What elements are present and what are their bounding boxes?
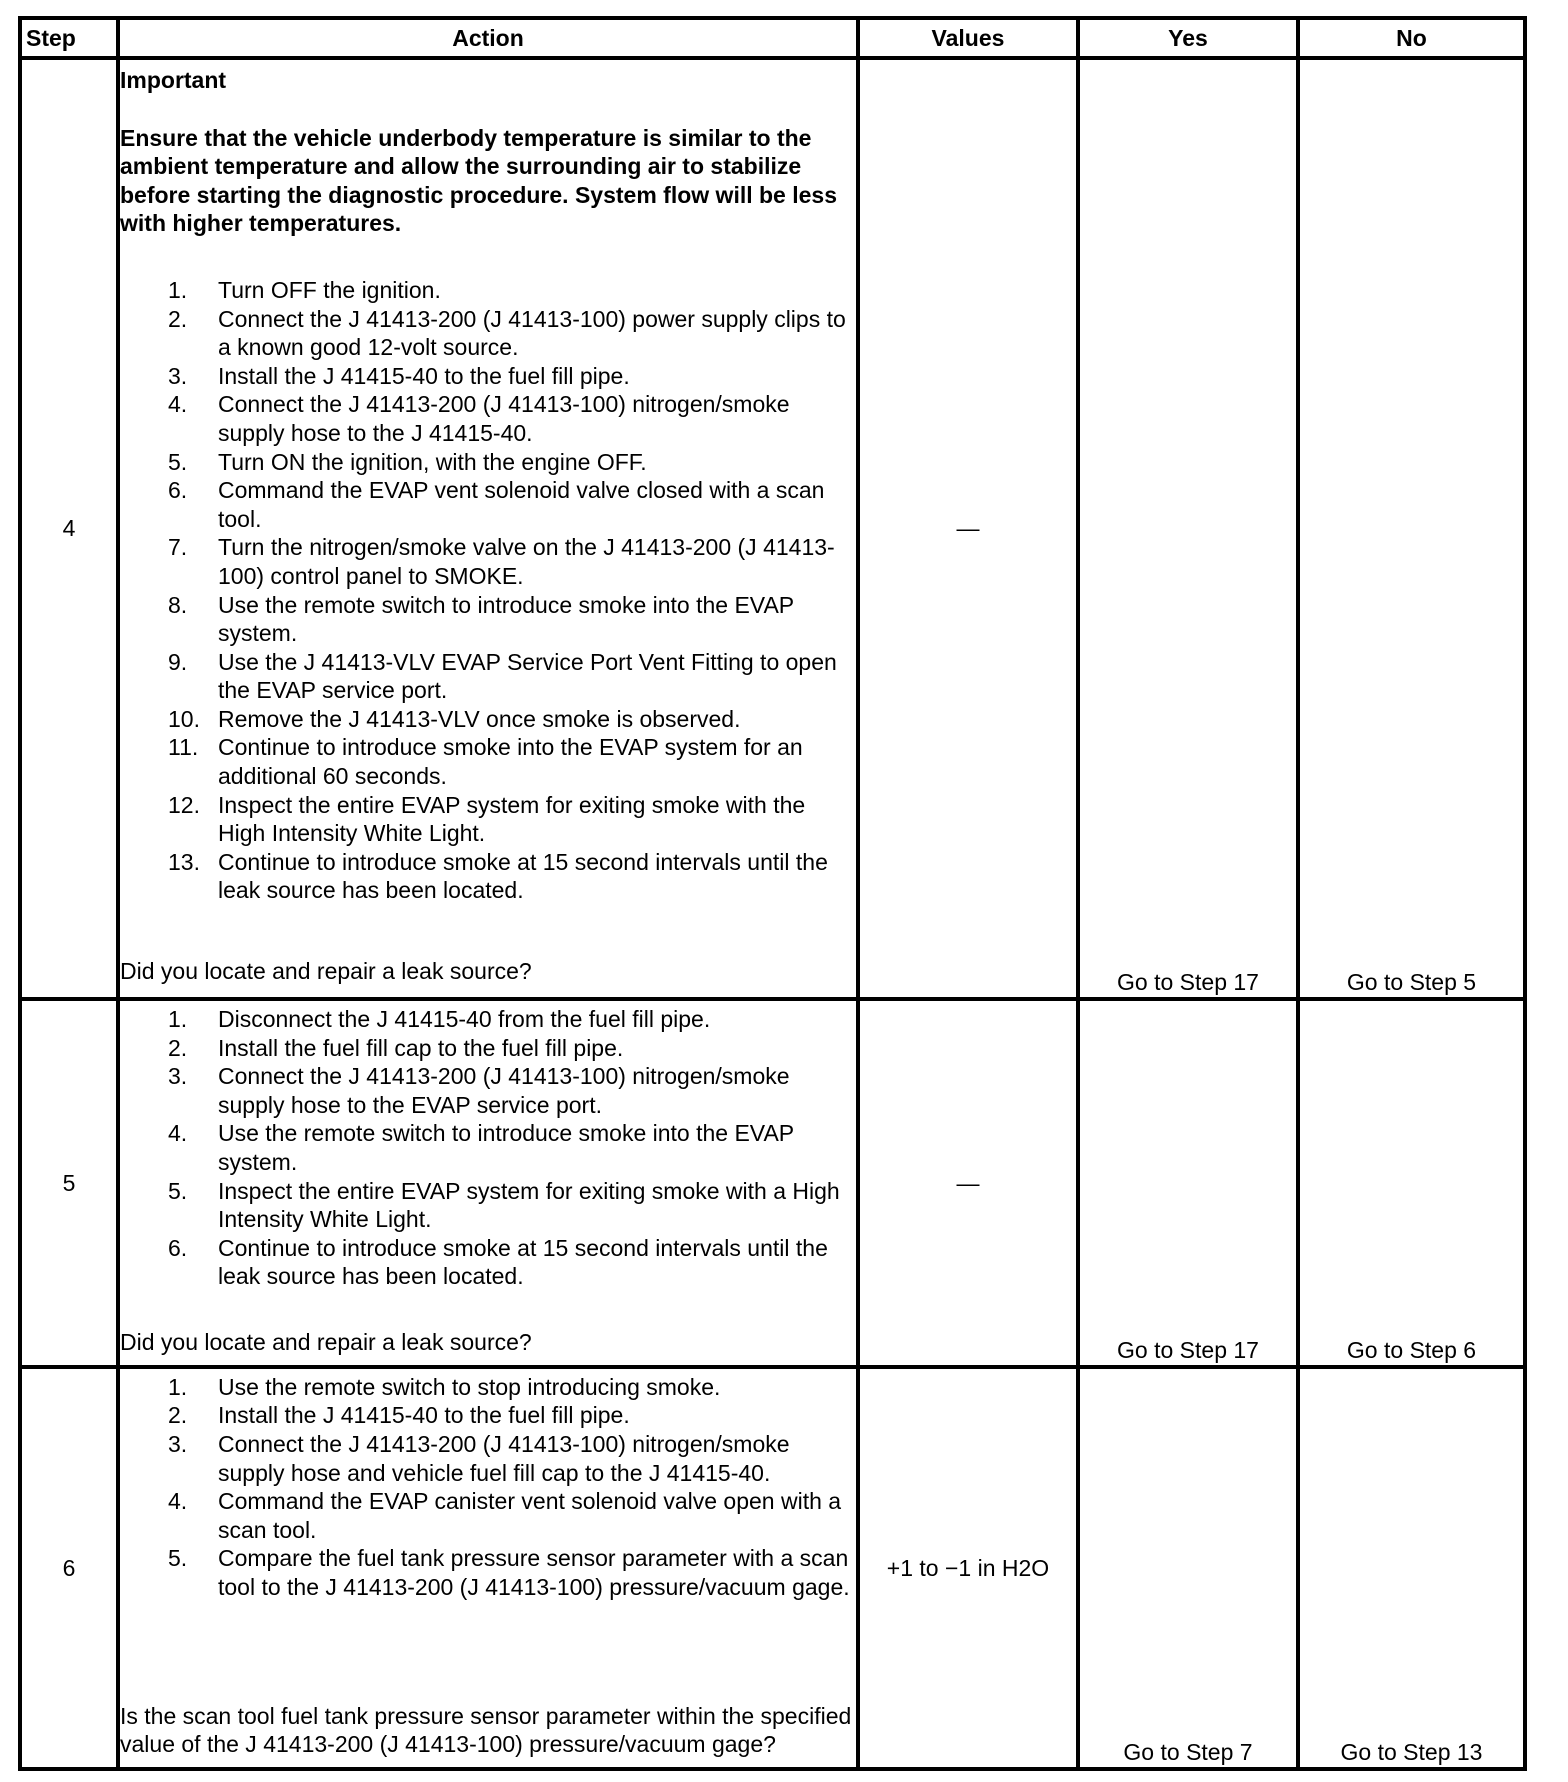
procedure-list [120,1373,856,1602]
list-item: 2. Connect the J 41413-200 (J 41413-100) power supply clips to a known good 12-volt source. [168,305,846,361]
step-question: Did you locate and repair a leak source? [120,958,532,985]
list-item: 3. Connect the J 41413-200 (J 41413-100) nitrogen/smoke supply hose and vehicle fuel fill cap to the J 41415-40. [168,1431,790,1486]
action-cell [118,999,858,1367]
no-link: Go to Step 13 [1298,1367,1525,1769]
header-row [20,18,1525,58]
values-cell: — [858,58,1078,999]
yes-link: Go to Step 17 [1078,58,1298,999]
list-item: 12. Inspect the entire EVAP system for exiting smoke with the High Intensity White Light. [168,791,806,847]
list-item: 5. Inspect the entire EVAP system for exiting smoke with a High Intensity White Light. [168,1177,840,1233]
list-item: 3. Install the J 41415-40 to the fuel fill pipe. [168,362,630,389]
list-item: 10. Remove the J 41413-VLV once smoke is observed. [168,705,741,732]
values-cell: +1 to −1 in H2O [858,1367,1078,1769]
table-row [20,58,1525,999]
list-item: 5. Compare the fuel tank pressure sensor parameter with a scan tool to the J 41413-200 (J 41413-100) pressure/vacuum gage. [168,1545,850,1601]
header-step: Step [20,18,118,58]
list-item: 8. Use the remote switch to introduce smoke into the EVAP system. [168,591,794,647]
procedure-list [120,1005,856,1291]
header-values: Values [858,18,1078,58]
header-action: Action [118,18,858,58]
list-item: 13. Continue to introduce smoke at 15 second intervals until the leak source has been located. [168,848,828,904]
table-row [20,999,1525,1367]
list-item: 6. Continue to introduce smoke at 15 second intervals until the leak source has been located. [168,1234,828,1290]
table-row [20,1367,1525,1769]
header-no: No [1298,18,1525,58]
action-cell [118,58,858,999]
step-number: 6 [20,1367,118,1769]
list-item: 4. Use the remote switch to introduce smoke into the EVAP system. [168,1120,794,1175]
important-text: Ensure that the vehicle underbody temperature is similar to the ambient temperature and allow the surrounding air to stabilize before starting the diagnostic procedure. System flow will be less with higher temperatures. [120,124,837,237]
step-number: 5 [20,999,118,1367]
list-item: 1. Turn OFF the ignition. [168,276,441,303]
list-item: 4. Connect the J 41413-200 (J 41413-100) nitrogen/smoke supply hose to the J 41415-40. [168,391,790,446]
list-item: 9. Use the J 41413-VLV EVAP Service Port Vent Fitting to open the EVAP service port. [168,648,837,704]
important-label: Important [120,67,227,93]
list-item: 2. Install the fuel fill cap to the fuel fill pipe. [168,1034,624,1061]
list-item: 7. Turn the nitrogen/smoke valve on the J 41413-200 (J 41413-100) control panel to SMOKE. [168,534,835,589]
yes-link: Go to Step 17 [1078,999,1298,1367]
no-link: Go to Step 5 [1298,58,1525,999]
list-item: 1. Use the remote switch to stop introducing smoke. [168,1373,721,1400]
action-cell [118,1367,858,1769]
values-cell: — [858,999,1078,1367]
list-item: 4. Command the EVAP canister vent solenoid valve open with a scan tool. [168,1488,842,1543]
header-yes: Yes [1078,18,1298,58]
list-item: 5. Turn ON the ignition, with the engine OFF. [168,448,647,475]
list-item: 6. Command the EVAP vent solenoid valve closed with a scan tool. [168,477,825,532]
step-question: Did you locate and repair a leak source? [120,1329,532,1356]
list-item: 11. Continue to introduce smoke into the EVAP system for an additional 60 seconds. [168,734,803,790]
yes-link: Go to Step 7 [1078,1367,1298,1769]
step-number: 4 [20,58,118,999]
diagnostic-table [18,16,1527,1771]
list-item: 2. Install the J 41415-40 to the fuel fill pipe. [168,1402,630,1429]
procedure-list [120,276,856,905]
no-link: Go to Step 6 [1298,999,1525,1367]
list-item: 3. Connect the J 41413-200 (J 41413-100) nitrogen/smoke supply hose to the EVAP service port. [168,1063,790,1118]
step-question: Is the scan tool fuel tank pressure sensor parameter within the specified value of the J 41413-200 (J 41413-100) pressure/vacuum gage? [120,1702,852,1758]
list-item: 1. Disconnect the J 41415-40 from the fuel fill pipe. [168,1005,711,1032]
